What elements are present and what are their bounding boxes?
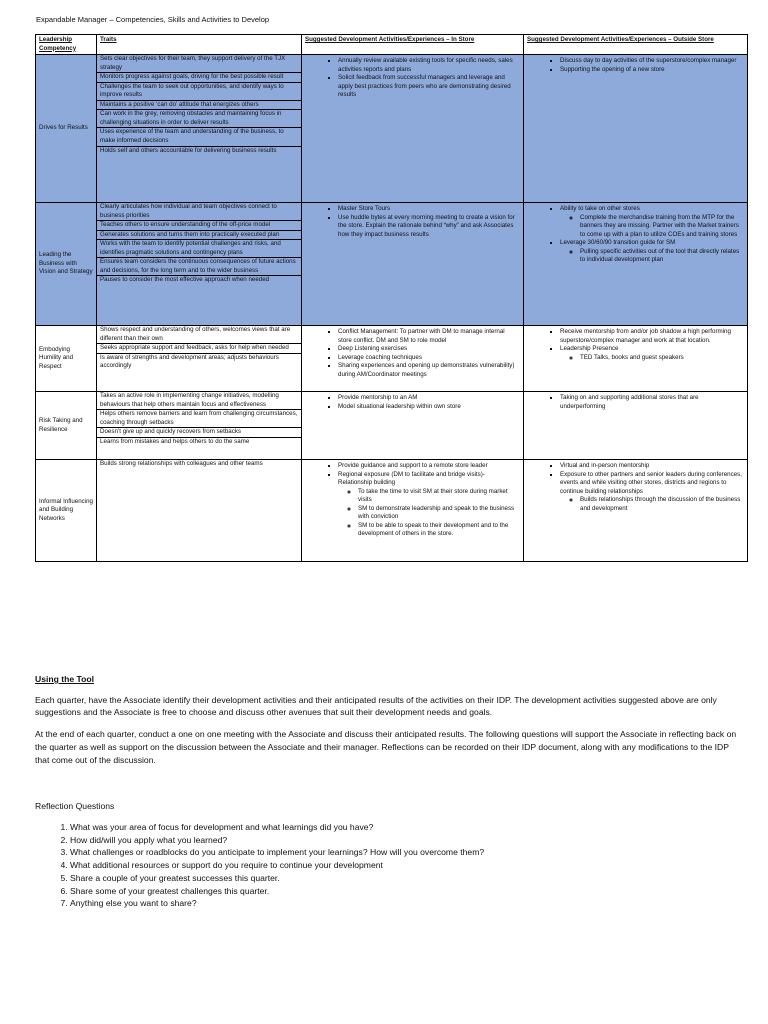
competency-cell: Informal Influencing and Building Networks [36,460,97,562]
competency-cell: Embodying Humility and Respect [36,326,97,392]
traits-cell [97,392,302,460]
header-in-store: Suggested Development Activities/Experiences – In Store [302,35,524,55]
activity-item [338,214,519,240]
outside-store-cell [524,55,748,203]
table-row [36,203,748,326]
header-competency: Leadership Competency [36,35,97,55]
table-row [36,55,748,203]
trait-item: Uses experience of the team and understanding of the business, to make informed decisions [97,128,301,146]
in-store-cell [302,203,524,326]
activity-text: Deep Listening exercises [338,345,408,353]
table-header-row [36,35,748,55]
activity-text: Sharing experiences and opening up demonstrates vulnerability) during AM/Coordinator meetings [338,362,515,378]
activity-text: Discuss day to day activities of the superstore/complex manager [560,57,737,65]
traits-cell [97,55,302,203]
table-row [36,460,748,562]
trait-item: Pauses to consider the most effective approach when needed [100,276,270,284]
trait-item: Learns from mistakes and helps others to do the same [100,437,250,445]
activity-item [560,205,743,239]
activity-list [524,203,747,265]
header-outside-store: Suggested Development Activities/Experiences – Outside Store [524,35,748,55]
activity-list [302,460,523,539]
activity-text: Leverage 30/60/90 transition guide for SM [560,239,676,247]
trait-item: Teaches others to ensure understanding of the off-price model [97,221,301,231]
activity-item [338,394,519,403]
question-item: 3. What challenges or roadblocks do you anticipate to implement your learnings? How will you overcome them? [70,846,740,859]
paragraph: At the end of each quarter, conduct a one on one meeting with the Associate and discuss their anticipated results. The following questions will support the Associate in reflecting back on the quarter as well as support on the discussion between the Associate and their manager. Reflections can be recorded on their IDP document, along with any modifications to the IDP that come out of the discussion. [35,729,737,765]
in-store-cell [302,392,524,460]
competency-cell: Risk Taking and Resilience [36,392,97,460]
activity-item [338,74,519,100]
competency-cell: Drives for Results [36,55,97,203]
question-item: 7. Anything else you want to share? [70,897,740,910]
trait-item: Holds self and others accountable for delivering business results [100,146,277,154]
traits-cell [97,203,302,326]
trait-item: Generates solutions and turns them into practically executed plan [97,231,301,241]
document-title: Expandable Manager – Competencies, Skills and Activities to Develop [36,15,270,24]
activity-list [524,55,747,74]
trait-item: Doesn’t give up and quickly recovers from setbacks [97,428,301,438]
table-row [36,392,748,460]
in-store-cell [302,55,524,203]
activity-item [560,471,743,514]
activity-text: Leadership Presence [560,345,619,353]
activity-text: Conflict Management: To partner with DM to manage internal store conflict. DM and SM to role model [338,328,505,344]
trait-item: Monitors progress against goals, driving for the best possible result [97,73,301,83]
traits-cell [97,460,302,562]
section-heading: Using the Tool [35,674,95,684]
activity-text: Receive mentorship from and/or job shadow a high performing superstore/complex manager and work at that location. [560,328,731,344]
activity-list [302,392,523,411]
competency-table [35,34,748,562]
sub-activity-item: ◦ Pulling specific activities out of the tool that directly relates to individual development plan [580,248,743,265]
activity-text: Model situational leadership within own store [338,402,461,410]
activity-item [338,471,519,539]
activity-item [338,205,519,214]
activity-item [338,462,519,471]
trait-item: Clearly articulates how individual and team objectives connect to business priorities [97,203,301,221]
sub-activity-list [338,488,519,539]
sub-activity-item: ◦ Builds relationships through the discussion of the business and development [580,496,743,513]
activity-item [560,66,743,75]
sub-activity-item: ◦ SM to demonstrate leadership and speak to the business with conviction [358,505,519,522]
trait-item: Works with the team to identify potential challenges and risks, and identifies pragmatic solutions and contingency plans [97,240,301,258]
activity-item [560,328,743,345]
activity-text: Provide mentorship to an AM [338,394,418,402]
using-the-tool-section [35,673,740,910]
activity-item [560,394,743,411]
table-row [36,326,748,392]
activity-item [338,354,519,363]
question-item: 4. What additional resources or support do you require to continue your development [70,859,740,872]
activity-list [524,392,747,411]
sub-activity-item: ◦ To take the time to visit SM at their store during market visits [358,488,519,505]
header-traits: Traits [97,35,302,55]
table-body [36,55,748,562]
trait-item: Takes an active role in implementing change initiatives, modelling behaviours that help others maintain focus and effectiveness [97,392,301,410]
activity-text: Leverage coaching techniques [338,353,422,361]
outside-store-cell [524,203,748,326]
trait-item: Can work in the grey, removing obstacles and maintaining focus in challenging situations in order to deliver results [97,110,301,128]
activity-item [338,57,519,74]
question-item: 1. What was your area of focus for development and what learnings did you have? [70,821,740,834]
sub-activity-item: ◦ Complete the merchandise training from the MTP for the banners they are missing. Partner with the Market trainers to come up with a plan to utilize COEs and training stores [580,214,743,240]
trait-item: Ensures team considers the continuous consequences of future actions and decisions, for the long term and to the wider business [97,258,301,276]
activity-item [560,462,743,471]
trait-item: Builds strong relationships with colleagues and other teams [100,460,263,468]
reflection-questions-list [35,821,740,910]
trait-item: Maintains a positive ‘can do’ attitude that energizes others [97,101,301,111]
question-item: 6. Share some of your greatest challenges this quarter. [70,885,740,898]
activity-item [560,345,743,362]
sub-activity-list [560,354,743,363]
reflection-questions-title: Reflection Questions [35,801,115,812]
activity-item [338,328,519,345]
trait-item: Helps others remove barriers and learn from challenging circumstances, coaching through setbacks [97,410,301,428]
activity-text: Solicit feedback from successful managers and leverage and apply best practices from peers who are demonstrating desired results [338,74,511,99]
activity-list [302,203,523,239]
trait-item: Is aware of strengths and development areas; adjusts behaviours accordingly [100,353,279,370]
outside-store-cell [524,326,748,392]
activity-text: Exposure to other partners and senior leaders during conferences, events and while visiting other stores, districts and regions to continue building relationships [560,470,742,495]
trait-item: Sets clear objectives for their team, they support delivery of the TJX strategy [97,55,301,73]
in-store-cell [302,460,524,562]
activity-text: Virtual and in-person mentorship [560,462,650,470]
activity-text: Ability to take on other stores [560,205,640,213]
outside-store-cell [524,392,748,460]
in-store-cell [302,326,524,392]
traits-cell [97,326,302,392]
activity-text: Master Store Tours [338,205,391,213]
sub-activity-list [560,214,743,240]
paragraph: Each quarter, have the Associate identify their development activities and their anticipated results of the activities on their IDP. The development activities suggested above are only suggestions and the Associate is free to choose and discuss other avenues that suit their development needs and goals. [35,694,717,718]
activity-list [302,55,523,100]
competency-cell: Leading the Business with Vision and Strategy [36,203,97,326]
trait-item: Challenges the team to seek out opportunities, and identify ways to improve results [97,83,301,101]
sub-activity-item: ◦ TED Talks, books and guest speakers [580,354,743,363]
activity-text: Provide guidance and support to a remote store leader [338,462,488,470]
activity-text: Annually review available existing tools for specific needs, sales activities reports and plans [338,57,513,73]
question-item: 2. How did/will you apply what you learned? [70,834,740,847]
activity-item [338,345,519,354]
sub-activity-list [560,496,743,513]
trait-item: Seeks appropriate support and feedback, asks for help when needed [97,344,301,354]
activity-text: Regional exposure (DM to facilitate and bridge visits)- Relationship building [338,470,485,487]
activity-item [338,403,519,412]
activity-list [524,326,747,362]
activity-item [560,57,743,66]
activity-item [560,239,743,265]
question-item: 5. Share a couple of your greatest successes this quarter. [70,872,740,885]
trait-item: Shows respect and understanding of others, welcomes views that are different than their own [97,326,301,344]
sub-activity-item: ◦ SM to be able to speak to their development and to the development of others in the store. [358,522,519,539]
outside-store-cell [524,460,748,562]
activity-item [338,362,519,379]
activity-list [302,326,523,379]
activity-text: Use huddle bytes at every morning meeting to create a vision for the store. Explain the rationale behind “why” and ask Associates how they impact business results [338,213,515,238]
activity-list [524,460,747,513]
activity-text: Taking on and supporting additional stores that are underperforming [560,394,699,410]
activity-text: Supporting the opening of a new store [560,65,665,73]
sub-activity-list [560,248,743,265]
